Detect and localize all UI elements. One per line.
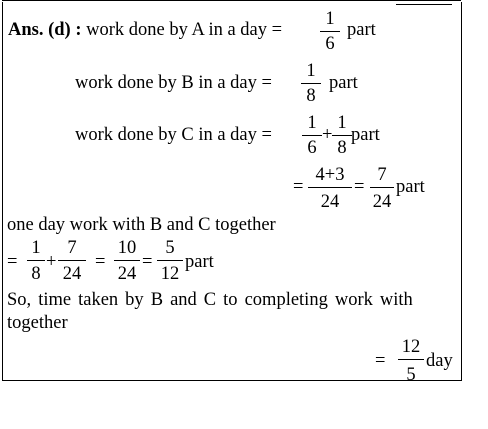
final-unit: day <box>426 351 453 371</box>
fraction-c3 <box>308 166 352 210</box>
c-denominator-1: 6 <box>307 138 317 158</box>
a-denominator: 6 <box>325 34 335 54</box>
a-numerator: 1 <box>325 9 335 29</box>
fraction-bc4 <box>157 239 183 283</box>
bc-equals-3: = <box>142 252 153 272</box>
bc-denominator-2: 24 <box>62 264 82 284</box>
c-denominator-2: 8 <box>337 138 347 158</box>
fraction-a <box>320 10 340 54</box>
c2-denominator-1: 24 <box>320 192 340 212</box>
c-text: work done by C in a day = <box>75 125 272 145</box>
fraction-bc2 <box>58 239 86 283</box>
c2-numerator-2: 7 <box>377 165 387 185</box>
final-denominator: 5 <box>406 365 416 385</box>
bc-numerator-1: 1 <box>31 238 41 258</box>
c-numerator-1: 1 <box>307 113 317 133</box>
c2-denominator-2: 24 <box>372 192 392 212</box>
c2-unit: part <box>396 177 425 197</box>
fraction-b <box>301 62 321 106</box>
bc-denominator-4: 12 <box>160 264 180 284</box>
fraction-bc3 <box>114 239 140 283</box>
answer-label: Ans. (d) <box>8 20 71 40</box>
final-numerator: 12 <box>401 337 421 357</box>
c2-numerator-1: 4+3 <box>315 165 345 185</box>
bc-denominator-3: 24 <box>117 264 137 284</box>
bc-text: one day work with B and C together <box>7 215 276 235</box>
b-denominator: 8 <box>306 86 316 106</box>
fraction-c4 <box>370 166 394 210</box>
bc-plus: + <box>46 252 57 272</box>
so-line-1: So, time taken by B and C to completing work with <box>7 290 413 310</box>
fraction-final <box>398 338 424 384</box>
bc-unit: part <box>185 252 214 272</box>
final-equals: = <box>375 351 386 371</box>
c-numerator-2: 1 <box>337 113 347 133</box>
so-line-2: together <box>7 313 68 333</box>
a-text: work done by A in a day = <box>86 20 283 40</box>
bc-numerator-3: 10 <box>117 238 137 258</box>
bc-equals-2: = <box>95 252 106 272</box>
c2-equals: = <box>293 177 304 197</box>
bc-numerator-4: 5 <box>165 238 175 258</box>
bc-equals: = <box>7 252 18 272</box>
bc-denominator-1: 8 <box>31 264 41 284</box>
fraction-bc1 <box>27 239 45 283</box>
b-text: work done by B in a day = <box>75 73 272 93</box>
box-top-border <box>2 0 461 1</box>
c2-equals-2: = <box>354 177 365 197</box>
answer-colon: : <box>70 20 87 40</box>
b-numerator: 1 <box>306 61 316 81</box>
c-unit: part <box>351 125 380 145</box>
fraction-c1 <box>302 114 322 158</box>
fraction-c2 <box>332 114 352 158</box>
answer-line-a <box>8 21 282 40</box>
c-plus: + <box>322 125 333 145</box>
bc-numerator-2: 7 <box>67 238 77 258</box>
b-unit: part <box>329 73 358 93</box>
a-unit: part <box>347 20 376 40</box>
